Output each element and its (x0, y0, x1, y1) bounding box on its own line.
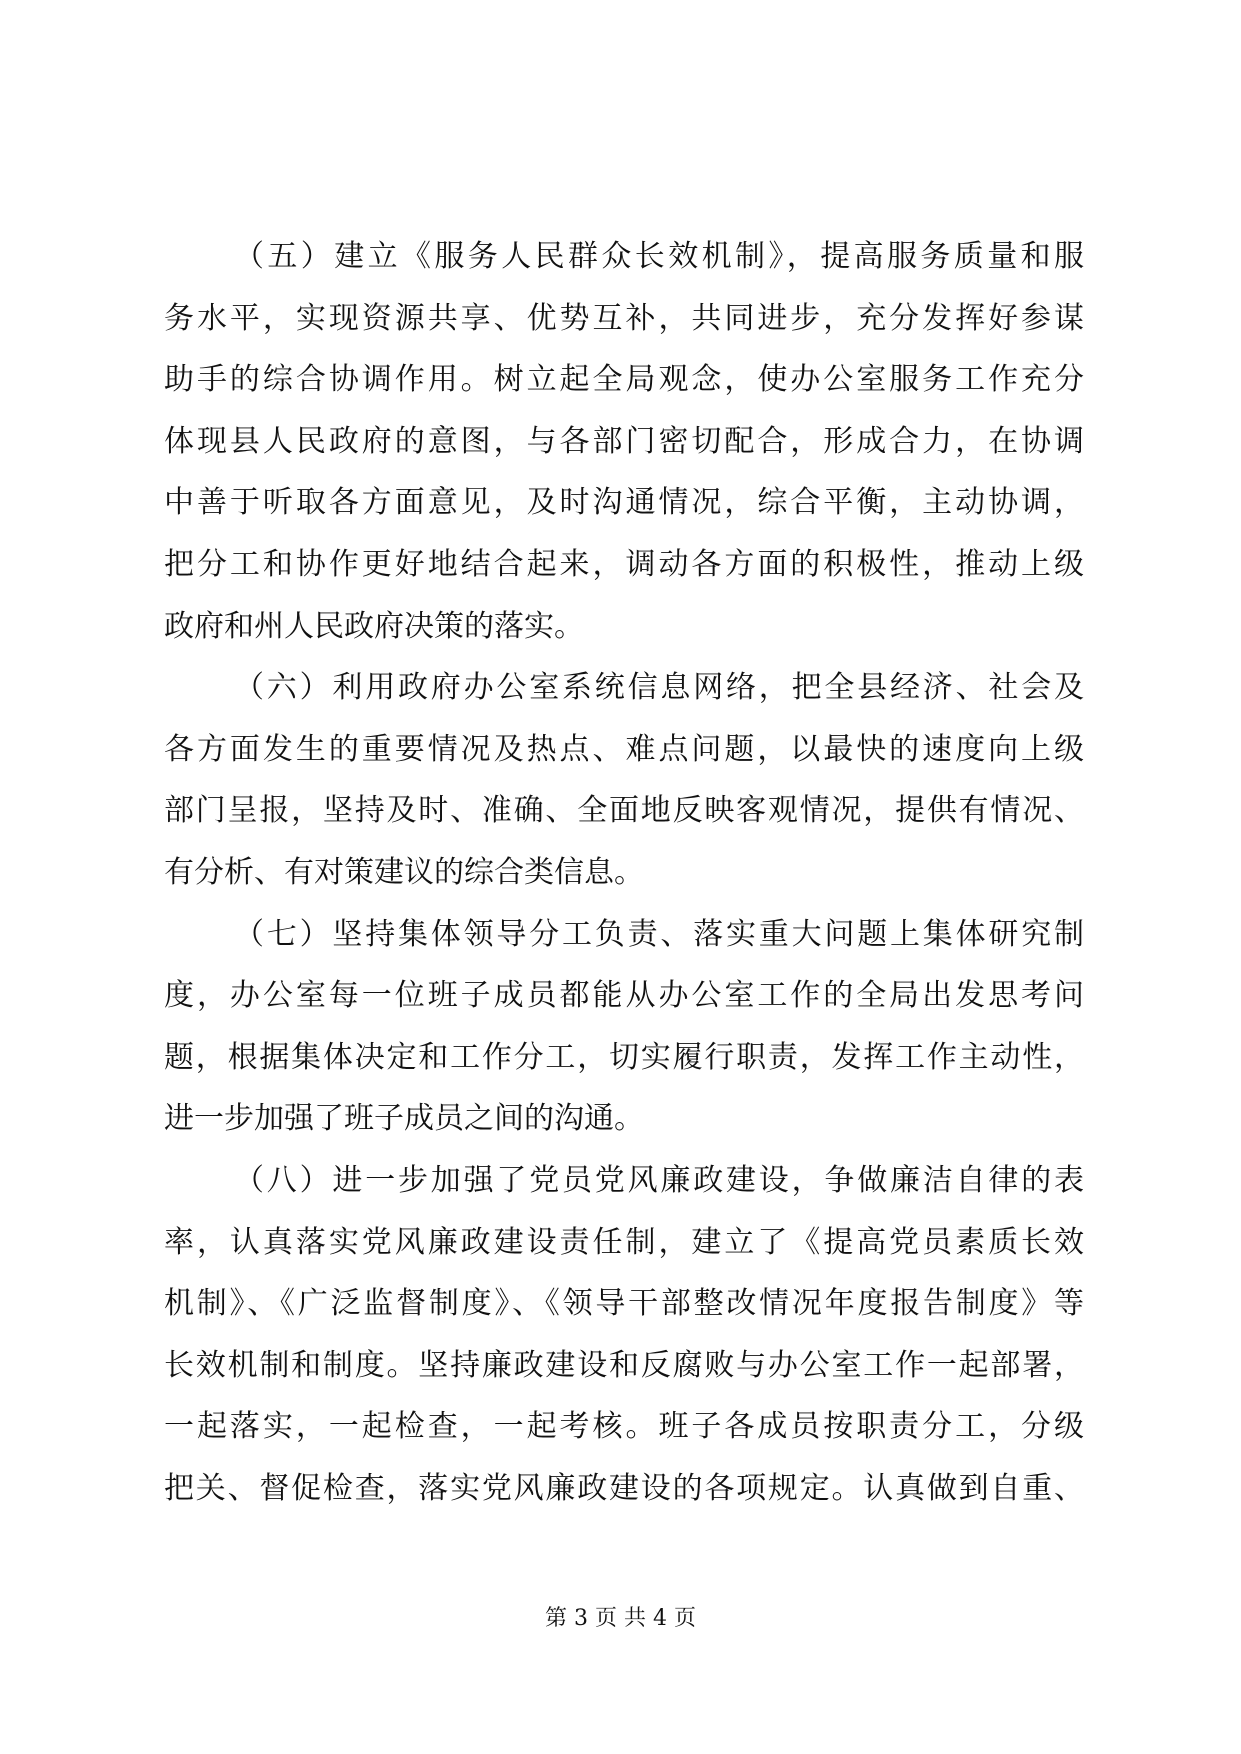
text-line: 中善于听取各方面意见，及时沟通情况，综合平衡，主动协调， (164, 485, 1084, 521)
document-body (164, 226, 1084, 1519)
text-line: 助手的综合协调作用。树立起全局观念，使办公室服务工作充分 (164, 362, 1084, 398)
text-line: 把分工和协作更好地结合起来，调动各方面的积极性，推动上级 (164, 546, 1084, 582)
text-line: 有分析、有对策建议的综合类信息。 (164, 854, 644, 890)
text-line: 体现县人民政府的意图，与各部门密切配合，形成合力，在协调 (164, 423, 1084, 459)
text-line: （六）利用政府办公室系统信息网络，把全县经济、社会及 (234, 670, 1084, 706)
text-line: 度，办公室每一位班子成员都能从办公室工作的全局出发思考问 (164, 978, 1084, 1014)
text-line: 长效机制和制度。坚持廉政建设和反腐败与办公室工作一起部署， (164, 1347, 1084, 1383)
text-line: 各方面发生的重要情况及热点、难点问题，以最快的速度向上级 (164, 731, 1084, 767)
paragraph-5 (164, 226, 1084, 657)
text-line: 进一步加强了班子成员之间的沟通。 (164, 1101, 644, 1137)
page-footer (0, 1604, 1241, 1634)
paragraph-6 (164, 657, 1084, 903)
text-line: （五）建立《服务人民群众长效机制》，提高服务质量和服 (234, 239, 1084, 274)
page-number-label: 第 3 页 共 4 页 (545, 1606, 696, 1631)
text-line: 政府和州人民政府决策的落实。 (164, 608, 584, 644)
text-line: （七）坚持集体领导分工负责、落实重大问题上集体研究制 (234, 916, 1084, 952)
text-line: 一起落实，一起检查，一起考核。班子各成员按职责分工，分级 (164, 1409, 1084, 1445)
text-line: 把关、督促检查，落实党风廉政建设的各项规定。认真做到自重、 (164, 1470, 1084, 1506)
paragraph-8 (164, 1150, 1084, 1520)
text-line: 务水平，实现资源共享、优势互补，共同进步，充分发挥好参谋 (164, 300, 1084, 336)
text-line: 部门呈报，坚持及时、准确、全面地反映客观情况，提供有情况、 (164, 793, 1084, 829)
text-line: （八）进一步加强了党员党风廉政建设，争做廉洁自律的表 (234, 1162, 1084, 1198)
paragraph-7 (164, 904, 1084, 1150)
text-line: 率，认真落实党风廉政建设责任制，建立了《提高党员素质长效 (164, 1224, 1084, 1260)
text-line: 题，根据集体决定和工作分工，切实履行职责，发挥工作主动性， (164, 1039, 1084, 1075)
text-line: 机制》、《广泛监督制度》、《领导干部整改情况年度报告制度》等 (164, 1286, 1084, 1322)
